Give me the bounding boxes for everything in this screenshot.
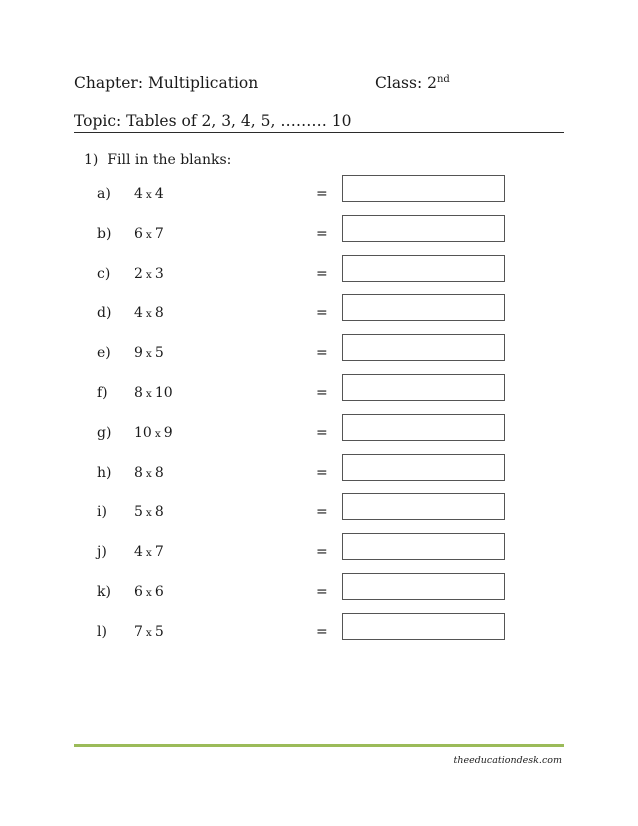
question-row [0, 266, 638, 306]
multiply-operator: x [145, 388, 152, 400]
equals-sign: = [316, 504, 328, 521]
equals-sign: = [316, 265, 328, 282]
question-expression [134, 345, 164, 361]
question-row [0, 385, 638, 425]
topic-title: Topic: Tables of 2, 3, 4, 5, ……… 10 [74, 112, 352, 130]
question-letter: e) [97, 345, 111, 362]
operand-a: 4 [134, 544, 143, 561]
answer-box[interactable] [342, 334, 505, 361]
equals-sign: = [316, 305, 328, 322]
question-row [0, 425, 638, 465]
question-row [0, 465, 638, 505]
operand-b: 7 [154, 225, 164, 242]
question-expression [134, 465, 164, 481]
equals-sign: = [316, 544, 328, 561]
answer-box[interactable] [342, 573, 505, 600]
operand-a: 8 [134, 385, 143, 401]
multiply-operator: x [145, 507, 152, 520]
operand-b: 6 [154, 584, 164, 600]
question-expression [134, 266, 164, 282]
answer-box[interactable] [342, 255, 505, 282]
equals-sign: = [316, 623, 328, 640]
chapter-title: Chapter: Multiplication [74, 74, 259, 92]
multiply-operator: x [145, 308, 152, 321]
question-row [0, 345, 638, 385]
question-expression [134, 385, 173, 401]
equals-sign: = [316, 584, 328, 600]
answer-box[interactable] [342, 294, 505, 321]
equals-sign: = [316, 225, 328, 242]
footer-divider [74, 744, 564, 747]
answer-box[interactable] [342, 414, 505, 441]
answer-box[interactable] [342, 533, 505, 560]
operand-a: 2 [134, 265, 143, 282]
operand-a: 5 [134, 504, 143, 521]
operand-b: 8 [154, 305, 164, 322]
operand-a: 6 [134, 225, 143, 242]
operand-a: 8 [134, 464, 143, 481]
question-row [0, 226, 638, 266]
class-label [375, 74, 450, 92]
operand-a: 9 [134, 345, 143, 362]
question-expression [134, 305, 164, 321]
question-letter: c) [97, 265, 111, 282]
answer-box[interactable] [342, 215, 505, 242]
operand-b: 3 [154, 265, 164, 282]
multiply-operator: x [145, 547, 152, 560]
question-expression [134, 425, 173, 441]
question-row [0, 186, 638, 226]
operand-a: 7 [134, 623, 143, 640]
question-expression [134, 624, 164, 640]
question-expression [134, 186, 164, 202]
footer-site-name: theeducationdesk.com [453, 755, 562, 766]
question-expression [134, 226, 164, 242]
question-letter: a) [97, 186, 111, 202]
answer-box[interactable] [342, 613, 505, 640]
operand-a: 6 [134, 584, 143, 600]
question-letter: f) [97, 385, 108, 401]
class-suffix: nd [436, 73, 450, 85]
equals-sign: = [316, 186, 328, 202]
multiply-operator: x [145, 587, 152, 599]
question-expression [134, 504, 164, 520]
question-letter: i) [97, 504, 107, 521]
operand-b: 8 [154, 504, 164, 521]
header-divider [74, 132, 564, 133]
equals-sign: = [316, 424, 328, 441]
question-row [0, 624, 638, 664]
question-row [0, 305, 638, 345]
question-letter: d) [97, 305, 112, 322]
question-row [0, 584, 638, 624]
section-number: 1) [84, 152, 99, 168]
equals-sign: = [316, 464, 328, 481]
question-row [0, 504, 638, 544]
answer-box[interactable] [342, 175, 505, 202]
operand-a: 4 [134, 305, 143, 322]
multiply-operator: x [145, 189, 152, 201]
question-letter: k) [97, 584, 111, 600]
operand-b: 4 [154, 186, 164, 202]
question-letter: j) [97, 544, 107, 561]
operand-b: 7 [154, 544, 164, 561]
answer-box[interactable] [342, 454, 505, 481]
multiply-operator: x [145, 626, 152, 639]
question-letter: h) [97, 464, 112, 481]
operand-a: 4 [134, 186, 143, 202]
multiply-operator: x [145, 268, 152, 281]
multiply-operator: x [145, 348, 152, 361]
question-letter: l) [97, 623, 107, 640]
question-expression [134, 584, 164, 600]
operand-b: 9 [163, 424, 173, 441]
answer-box[interactable] [342, 493, 505, 520]
operand-b: 10 [154, 385, 173, 401]
equals-sign: = [316, 345, 328, 362]
equals-sign: = [316, 385, 328, 401]
multiply-operator: x [145, 467, 152, 480]
operand-b: 8 [154, 464, 164, 481]
operand-a: 10 [134, 424, 152, 441]
question-letter: b) [97, 225, 112, 242]
class-number: Class: 2 [375, 74, 437, 92]
question-expression [134, 544, 164, 560]
question-row [0, 544, 638, 584]
multiply-operator: x [145, 228, 152, 241]
section-title: Fill in the blanks: [107, 152, 232, 168]
operand-b: 5 [154, 623, 164, 640]
multiply-operator: x [154, 427, 161, 440]
question-letter: g) [97, 424, 112, 441]
answer-box[interactable] [342, 374, 505, 401]
section-heading [84, 152, 231, 168]
operand-b: 5 [154, 345, 164, 362]
